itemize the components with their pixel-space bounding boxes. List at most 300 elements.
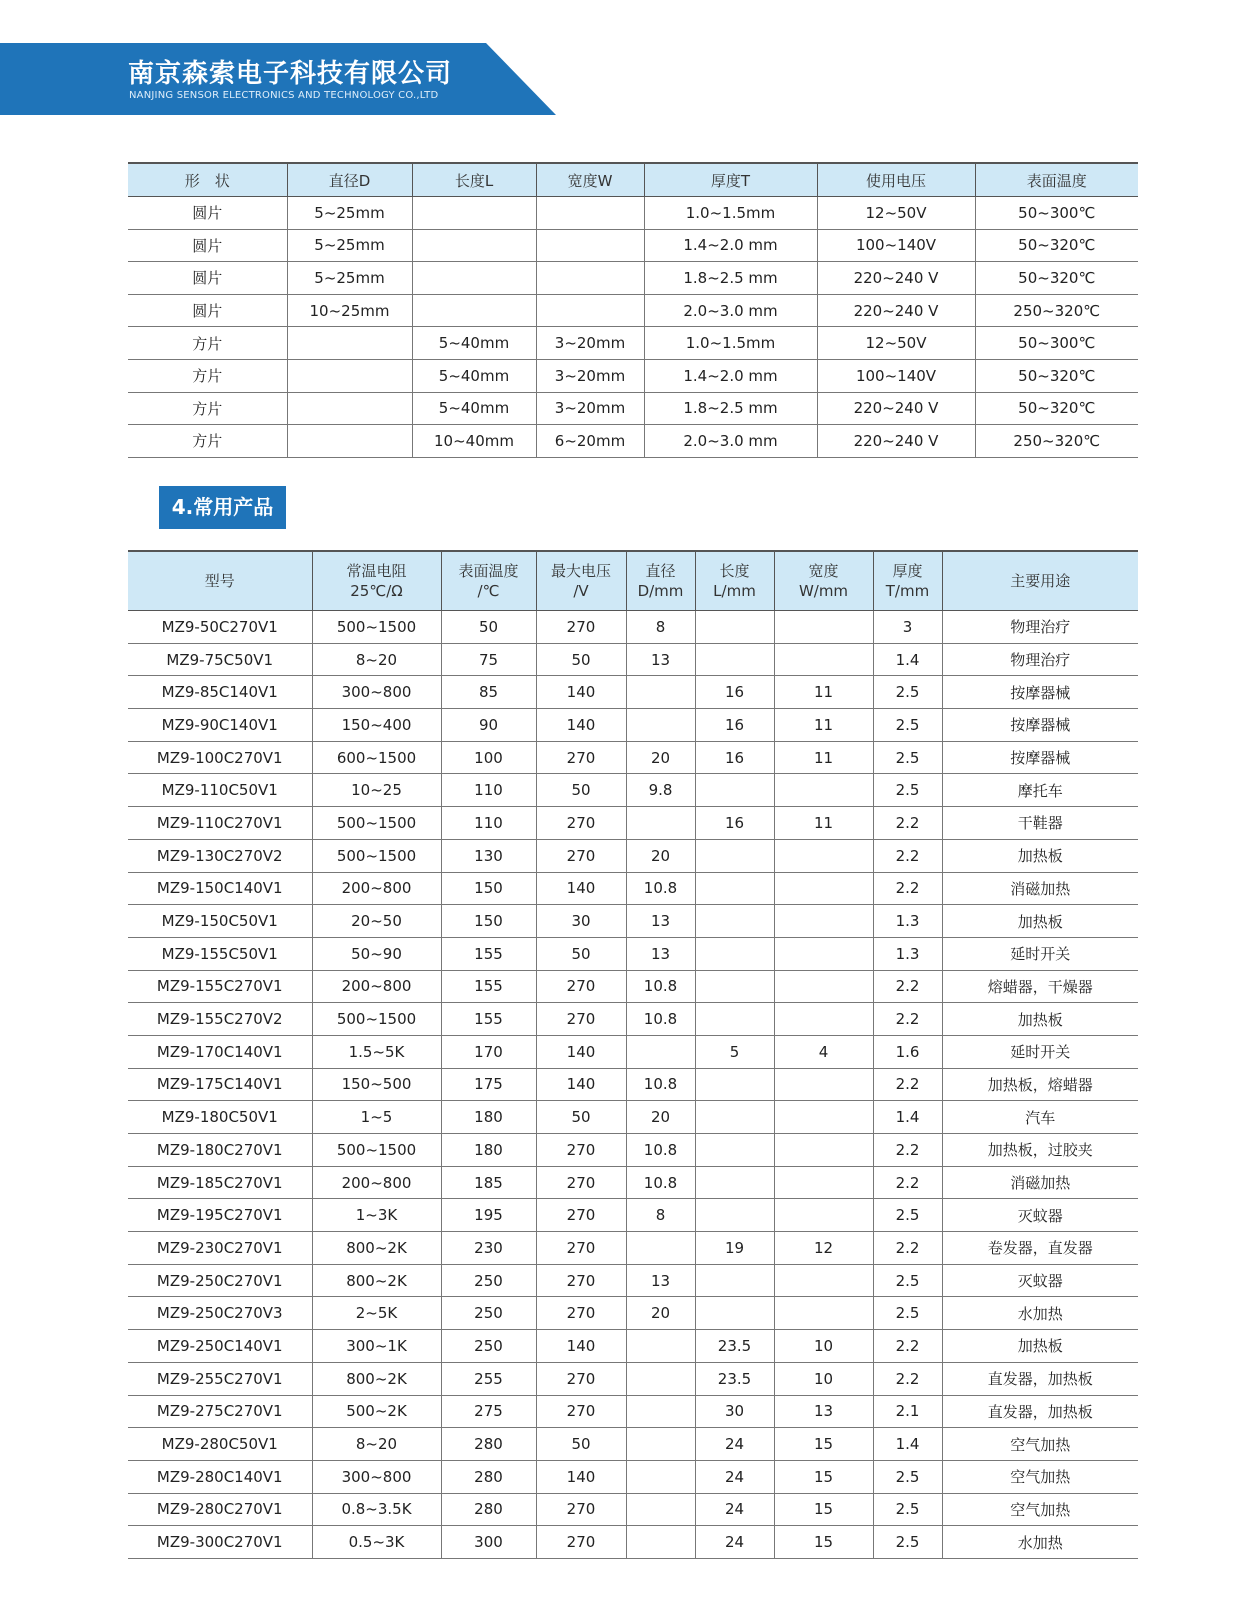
table-cell: 270 xyxy=(536,1526,626,1559)
table-row xyxy=(128,937,1138,970)
column-header xyxy=(942,551,1138,611)
table-cell: 270 xyxy=(536,611,626,644)
table-cell: 8~20 xyxy=(312,643,441,676)
table-cell: 空气加热 xyxy=(942,1460,1138,1493)
column-header: 使用电压 xyxy=(817,163,975,197)
table-cell: 加热板 xyxy=(942,1330,1138,1363)
table-cell: 12 xyxy=(774,1232,873,1265)
table-cell: 280 xyxy=(441,1428,536,1461)
table-cell: MZ9-130C270V2 xyxy=(128,839,312,872)
table-cell: 30 xyxy=(695,1395,774,1428)
table-cell: 加热板，熔蜡器 xyxy=(942,1068,1138,1101)
table-cell xyxy=(536,197,644,230)
table-cell: 1.0~1.5mm xyxy=(644,327,817,360)
table-row xyxy=(128,1526,1138,1559)
table-cell xyxy=(626,1395,695,1428)
table-cell: 50~320℃ xyxy=(975,229,1138,262)
table-row xyxy=(128,1035,1138,1068)
table-cell: 2.5 xyxy=(873,741,942,774)
table-cell: 270 xyxy=(536,1166,626,1199)
table-cell: 1.4 xyxy=(873,1428,942,1461)
table-cell: 50~320℃ xyxy=(975,392,1138,425)
column-header-line: 表面温度 xyxy=(458,562,519,580)
table-cell: 2.2 xyxy=(873,872,942,905)
section-title: 4.常用产品 xyxy=(159,486,286,529)
table-row xyxy=(128,1068,1138,1101)
table-cell xyxy=(774,1264,873,1297)
table-cell xyxy=(774,1199,873,1232)
table-cell: 185 xyxy=(441,1166,536,1199)
table-cell xyxy=(695,1264,774,1297)
table-cell: 2.0~3.0 mm xyxy=(644,425,817,458)
column-header-line: 主要用途 xyxy=(1010,572,1071,590)
table-cell: 220~240 V xyxy=(817,392,975,425)
table-cell xyxy=(626,676,695,709)
table-cell: MZ9-75C50V1 xyxy=(128,643,312,676)
table-cell xyxy=(626,1330,695,1363)
table-row xyxy=(128,676,1138,709)
table-cell: 方片 xyxy=(128,359,287,392)
table-cell: 5 xyxy=(695,1035,774,1068)
table-cell: MZ9-170C140V1 xyxy=(128,1035,312,1068)
table-cell: 8~20 xyxy=(312,1428,441,1461)
table-cell: 270 xyxy=(536,1362,626,1395)
table-cell: 物理治疗 xyxy=(942,611,1138,644)
column-header: 宽度W xyxy=(536,163,644,197)
table-cell: 圆片 xyxy=(128,197,287,230)
table-cell: 20 xyxy=(626,1101,695,1134)
table-cell: 2.5 xyxy=(873,1297,942,1330)
table-cell xyxy=(774,1101,873,1134)
table-row xyxy=(128,774,1138,807)
table-cell: 0.5~3K xyxy=(312,1526,441,1559)
table-cell: 24 xyxy=(695,1428,774,1461)
table-cell: MZ9-150C140V1 xyxy=(128,872,312,905)
table-cell xyxy=(626,1493,695,1526)
table-cell: 16 xyxy=(695,709,774,742)
table-cell: 方片 xyxy=(128,327,287,360)
table-cell xyxy=(626,1362,695,1395)
table-row xyxy=(128,197,1138,230)
table-cell: MZ9-280C50V1 xyxy=(128,1428,312,1461)
table-cell xyxy=(695,774,774,807)
table-cell: 9.8 xyxy=(626,774,695,807)
table-cell: MZ9-85C140V1 xyxy=(128,676,312,709)
table-cell: 2.2 xyxy=(873,807,942,840)
table-cell: MZ9-250C270V3 xyxy=(128,1297,312,1330)
table-row xyxy=(128,1003,1138,1036)
company-name-en: NANJING SENSOR ELECTRONICS AND TECHNOLOGY CO.,LTD xyxy=(129,90,439,101)
table-cell xyxy=(774,1003,873,1036)
column-header xyxy=(626,551,695,611)
column-header-line: 型号 xyxy=(204,572,235,590)
table-cell: 220~240 V xyxy=(817,294,975,327)
table-cell: MZ9-300C270V1 xyxy=(128,1526,312,1559)
table-cell: 2.5 xyxy=(873,774,942,807)
table-cell: 1.4 xyxy=(873,1101,942,1134)
table-row xyxy=(128,1166,1138,1199)
table-cell: 1.6 xyxy=(873,1035,942,1068)
table-cell: 13 xyxy=(774,1395,873,1428)
table-cell xyxy=(695,839,774,872)
table-cell: 155 xyxy=(441,1003,536,1036)
table-row xyxy=(128,229,1138,262)
table-cell: 140 xyxy=(536,676,626,709)
table-cell: 2.2 xyxy=(873,1003,942,1036)
table-cell: 5~25mm xyxy=(287,262,412,295)
table-cell: 200~800 xyxy=(312,1166,441,1199)
table-cell: 2.2 xyxy=(873,1330,942,1363)
table-row xyxy=(128,294,1138,327)
table-cell: MZ9-90C140V1 xyxy=(128,709,312,742)
table-cell: 直发器，加热板 xyxy=(942,1395,1138,1428)
table-cell: 500~1500 xyxy=(312,1134,441,1167)
table-cell xyxy=(695,872,774,905)
table-cell: 23.5 xyxy=(695,1330,774,1363)
table-cell: 方片 xyxy=(128,425,287,458)
table-cell xyxy=(695,611,774,644)
table-cell xyxy=(774,1166,873,1199)
table-cell: 0.8~3.5K xyxy=(312,1493,441,1526)
table-row xyxy=(128,359,1138,392)
table-cell: MZ9-280C140V1 xyxy=(128,1460,312,1493)
table-cell: 500~1500 xyxy=(312,839,441,872)
table-cell: 加热板 xyxy=(942,839,1138,872)
table-cell: 270 xyxy=(536,1199,626,1232)
table-cell xyxy=(695,1003,774,1036)
table-cell: 10 xyxy=(774,1362,873,1395)
table-cell: 250~320℃ xyxy=(975,294,1138,327)
table-cell: 200~800 xyxy=(312,970,441,1003)
table-cell: 延时开关 xyxy=(942,1035,1138,1068)
table-cell: 500~2K xyxy=(312,1395,441,1428)
table-cell: MZ9-100C270V1 xyxy=(128,741,312,774)
table-cell: 5~25mm xyxy=(287,197,412,230)
table-cell: 100~140V xyxy=(817,359,975,392)
table-cell: 2.2 xyxy=(873,970,942,1003)
table-cell: 2~5K xyxy=(312,1297,441,1330)
table-cell: 20~50 xyxy=(312,905,441,938)
table-cell xyxy=(626,1232,695,1265)
table-cell: 16 xyxy=(695,676,774,709)
table-cell: 3~20mm xyxy=(536,392,644,425)
table-row xyxy=(128,1297,1138,1330)
table-cell xyxy=(774,839,873,872)
table-cell: 140 xyxy=(536,1068,626,1101)
table-cell xyxy=(412,294,536,327)
table-cell: 270 xyxy=(536,741,626,774)
column-header-line: T/mm xyxy=(885,582,930,600)
table-cell: 19 xyxy=(695,1232,774,1265)
table-cell xyxy=(774,937,873,970)
table-row xyxy=(128,1330,1138,1363)
table-row xyxy=(128,839,1138,872)
table-cell: 2.2 xyxy=(873,1232,942,1265)
table-cell: 2.5 xyxy=(873,676,942,709)
table-cell: 5~40mm xyxy=(412,327,536,360)
table-row xyxy=(128,1493,1138,1526)
table-cell: 500~1500 xyxy=(312,807,441,840)
table-cell: 空气加热 xyxy=(942,1493,1138,1526)
column-header: 形 状 xyxy=(128,163,287,197)
table-cell: 摩托车 xyxy=(942,774,1138,807)
column-header: 厚度T xyxy=(644,163,817,197)
table-row xyxy=(128,425,1138,458)
table-cell: 90 xyxy=(441,709,536,742)
table-cell: 195 xyxy=(441,1199,536,1232)
table-cell: 按摩器械 xyxy=(942,676,1138,709)
table-cell: 2.1 xyxy=(873,1395,942,1428)
table-cell xyxy=(774,905,873,938)
table-cell: MZ9-230C270V1 xyxy=(128,1232,312,1265)
table-cell: MZ9-180C50V1 xyxy=(128,1101,312,1134)
column-header-line: 厚度 xyxy=(892,562,923,580)
table-cell xyxy=(774,970,873,1003)
table-cell: 2.5 xyxy=(873,1460,942,1493)
table-cell: 15 xyxy=(774,1526,873,1559)
table-cell: 140 xyxy=(536,709,626,742)
table-cell: 110 xyxy=(441,774,536,807)
table-cell: 干鞋器 xyxy=(942,807,1138,840)
table-cell: 13 xyxy=(626,937,695,970)
table-cell: 按摩器械 xyxy=(942,709,1138,742)
table-cell: 800~2K xyxy=(312,1362,441,1395)
table-cell: 汽车 xyxy=(942,1101,1138,1134)
table-cell: 13 xyxy=(626,643,695,676)
table-cell: 2.2 xyxy=(873,1166,942,1199)
column-header-line: W/mm xyxy=(798,582,849,600)
table-row xyxy=(128,709,1138,742)
table-cell: 23.5 xyxy=(695,1362,774,1395)
table-cell: MZ9-195C270V1 xyxy=(128,1199,312,1232)
table-cell: 10.8 xyxy=(626,970,695,1003)
table-cell: 85 xyxy=(441,676,536,709)
table-cell: 16 xyxy=(695,807,774,840)
column-header-line: D/mm xyxy=(637,582,684,600)
table-cell xyxy=(626,709,695,742)
column-header: 直径D xyxy=(287,163,412,197)
table-cell: 11 xyxy=(774,676,873,709)
table-cell: 220~240 V xyxy=(817,262,975,295)
table-cell: 10.8 xyxy=(626,1134,695,1167)
column-header xyxy=(536,551,626,611)
table-cell: 150~400 xyxy=(312,709,441,742)
table-cell: 10.8 xyxy=(626,1003,695,1036)
column-header-line: /V xyxy=(573,582,589,600)
table-cell: 500~1500 xyxy=(312,611,441,644)
table-cell xyxy=(695,1068,774,1101)
table-cell: 消磁加热 xyxy=(942,872,1138,905)
table-cell: 消磁加热 xyxy=(942,1166,1138,1199)
table-cell xyxy=(695,1134,774,1167)
table-cell: 空气加热 xyxy=(942,1428,1138,1461)
table-cell: 熔蜡器，干燥器 xyxy=(942,970,1138,1003)
table-cell: 11 xyxy=(774,709,873,742)
table-cell: 15 xyxy=(774,1460,873,1493)
table-cell: 1.8~2.5 mm xyxy=(644,392,817,425)
table-cell: 水加热 xyxy=(942,1526,1138,1559)
table-cell: 2.5 xyxy=(873,1199,942,1232)
table-cell: MZ9-175C140V1 xyxy=(128,1068,312,1101)
table-cell: 24 xyxy=(695,1460,774,1493)
table-cell: 2.5 xyxy=(873,1264,942,1297)
column-header xyxy=(873,551,942,611)
table-cell xyxy=(412,197,536,230)
table-cell xyxy=(626,1035,695,1068)
table-cell: 6~20mm xyxy=(536,425,644,458)
column-header-line: 最大电压 xyxy=(550,562,611,580)
table-cell: 11 xyxy=(774,741,873,774)
table-row xyxy=(128,807,1138,840)
table-cell: 280 xyxy=(441,1493,536,1526)
table-cell xyxy=(774,611,873,644)
table-row xyxy=(128,643,1138,676)
table-cell: MZ9-250C140V1 xyxy=(128,1330,312,1363)
table-cell: MZ9-110C270V1 xyxy=(128,807,312,840)
table-row xyxy=(128,262,1138,295)
table-row xyxy=(128,872,1138,905)
table-cell: 16 xyxy=(695,741,774,774)
table-cell: 150~500 xyxy=(312,1068,441,1101)
table-cell: 延时开关 xyxy=(942,937,1138,970)
table-cell: MZ9-275C270V1 xyxy=(128,1395,312,1428)
table-cell: 250 xyxy=(441,1330,536,1363)
table-cell: 270 xyxy=(536,839,626,872)
table-cell: MZ9-155C50V1 xyxy=(128,937,312,970)
table-cell: 250~320℃ xyxy=(975,425,1138,458)
table-cell: MZ9-50C270V1 xyxy=(128,611,312,644)
table-row xyxy=(128,1101,1138,1134)
table-cell xyxy=(774,1297,873,1330)
table-cell: 300 xyxy=(441,1526,536,1559)
table-cell: 1.3 xyxy=(873,937,942,970)
table-cell: 130 xyxy=(441,839,536,872)
table-cell: 2.2 xyxy=(873,1068,942,1101)
table-cell: 50 xyxy=(536,1428,626,1461)
table-cell: MZ9-185C270V1 xyxy=(128,1166,312,1199)
column-header-line: 直径 xyxy=(645,562,676,580)
table-cell: 1.0~1.5mm xyxy=(644,197,817,230)
table-cell: 10.8 xyxy=(626,1068,695,1101)
table-cell: MZ9-150C50V1 xyxy=(128,905,312,938)
table-cell: 300~800 xyxy=(312,676,441,709)
table-cell xyxy=(774,774,873,807)
table-cell: 灭蚊器 xyxy=(942,1264,1138,1297)
table-cell: 155 xyxy=(441,970,536,1003)
table-cell: MZ9-250C270V1 xyxy=(128,1264,312,1297)
table-cell: 1.5~5K xyxy=(312,1035,441,1068)
table-cell: 8 xyxy=(626,611,695,644)
table-cell: 15 xyxy=(774,1428,873,1461)
table-row xyxy=(128,1232,1138,1265)
table-cell xyxy=(536,294,644,327)
table-cell xyxy=(626,1526,695,1559)
column-header-line: 常温电阻 xyxy=(346,562,407,580)
column-header xyxy=(695,551,774,611)
column-header-line: 长度 xyxy=(719,562,750,580)
table-cell xyxy=(626,1460,695,1493)
table-cell: 50 xyxy=(536,643,626,676)
table-cell: 180 xyxy=(441,1101,536,1134)
table-row xyxy=(128,1199,1138,1232)
table-cell: 10~25mm xyxy=(287,294,412,327)
column-header-line: L/mm xyxy=(713,582,756,600)
table-row xyxy=(128,611,1138,644)
table-cell: 250 xyxy=(441,1297,536,1330)
table-cell: MZ9-180C270V1 xyxy=(128,1134,312,1167)
table-cell: 50~320℃ xyxy=(975,359,1138,392)
company-name-cn: 南京森索电子科技有限公司 xyxy=(128,59,453,89)
table-cell: 10 xyxy=(774,1330,873,1363)
table-cell xyxy=(695,937,774,970)
table-cell: 110 xyxy=(441,807,536,840)
table-cell: 270 xyxy=(536,1134,626,1167)
table-cell: 20 xyxy=(626,839,695,872)
table-cell: 水加热 xyxy=(942,1297,1138,1330)
table-cell xyxy=(695,1297,774,1330)
table-cell: 50 xyxy=(536,937,626,970)
column-header xyxy=(441,551,536,611)
table-cell: 50 xyxy=(536,1101,626,1134)
table-row xyxy=(128,1395,1138,1428)
table-cell: 5~40mm xyxy=(412,392,536,425)
table-cell: 50~320℃ xyxy=(975,262,1138,295)
table-cell: 30 xyxy=(536,905,626,938)
table-cell: 800~2K xyxy=(312,1264,441,1297)
product-table xyxy=(128,550,1138,1559)
table-cell: 1.3 xyxy=(873,905,942,938)
table-cell xyxy=(626,1428,695,1461)
table-cell: 24 xyxy=(695,1493,774,1526)
table-cell: 270 xyxy=(536,807,626,840)
table-cell: 20 xyxy=(626,1297,695,1330)
table-cell: MZ9-155C270V2 xyxy=(128,1003,312,1036)
table-cell: 卷发器，直发器 xyxy=(942,1232,1138,1265)
table-cell: 250 xyxy=(441,1264,536,1297)
shape-spec-table xyxy=(128,162,1138,458)
table-cell: 2.2 xyxy=(873,1362,942,1395)
table-cell: 按摩器械 xyxy=(942,741,1138,774)
table-row xyxy=(128,1134,1138,1167)
table-cell: 100~140V xyxy=(817,229,975,262)
table-cell: MZ9-280C270V1 xyxy=(128,1493,312,1526)
table-cell: 加热板 xyxy=(942,905,1138,938)
table-row xyxy=(128,1460,1138,1493)
table-cell: 220~240 V xyxy=(817,425,975,458)
table-cell: 270 xyxy=(536,1003,626,1036)
table-cell xyxy=(412,262,536,295)
table-cell: 600~1500 xyxy=(312,741,441,774)
table-cell xyxy=(287,392,412,425)
table-cell: 800~2K xyxy=(312,1232,441,1265)
table-cell: 270 xyxy=(536,1264,626,1297)
table-cell xyxy=(412,229,536,262)
table-cell xyxy=(626,807,695,840)
table-cell: 2.0~3.0 mm xyxy=(644,294,817,327)
table-cell xyxy=(695,643,774,676)
table-cell xyxy=(287,359,412,392)
table-cell: 150 xyxy=(441,905,536,938)
table-cell: 10.8 xyxy=(626,872,695,905)
table-cell: 50~90 xyxy=(312,937,441,970)
table-cell xyxy=(695,1166,774,1199)
table-cell: 1.4~2.0 mm xyxy=(644,229,817,262)
table-cell xyxy=(774,872,873,905)
table-cell: 100 xyxy=(441,741,536,774)
table-cell: 10.8 xyxy=(626,1166,695,1199)
table-cell: 2.2 xyxy=(873,1134,942,1167)
table-cell: 20 xyxy=(626,741,695,774)
